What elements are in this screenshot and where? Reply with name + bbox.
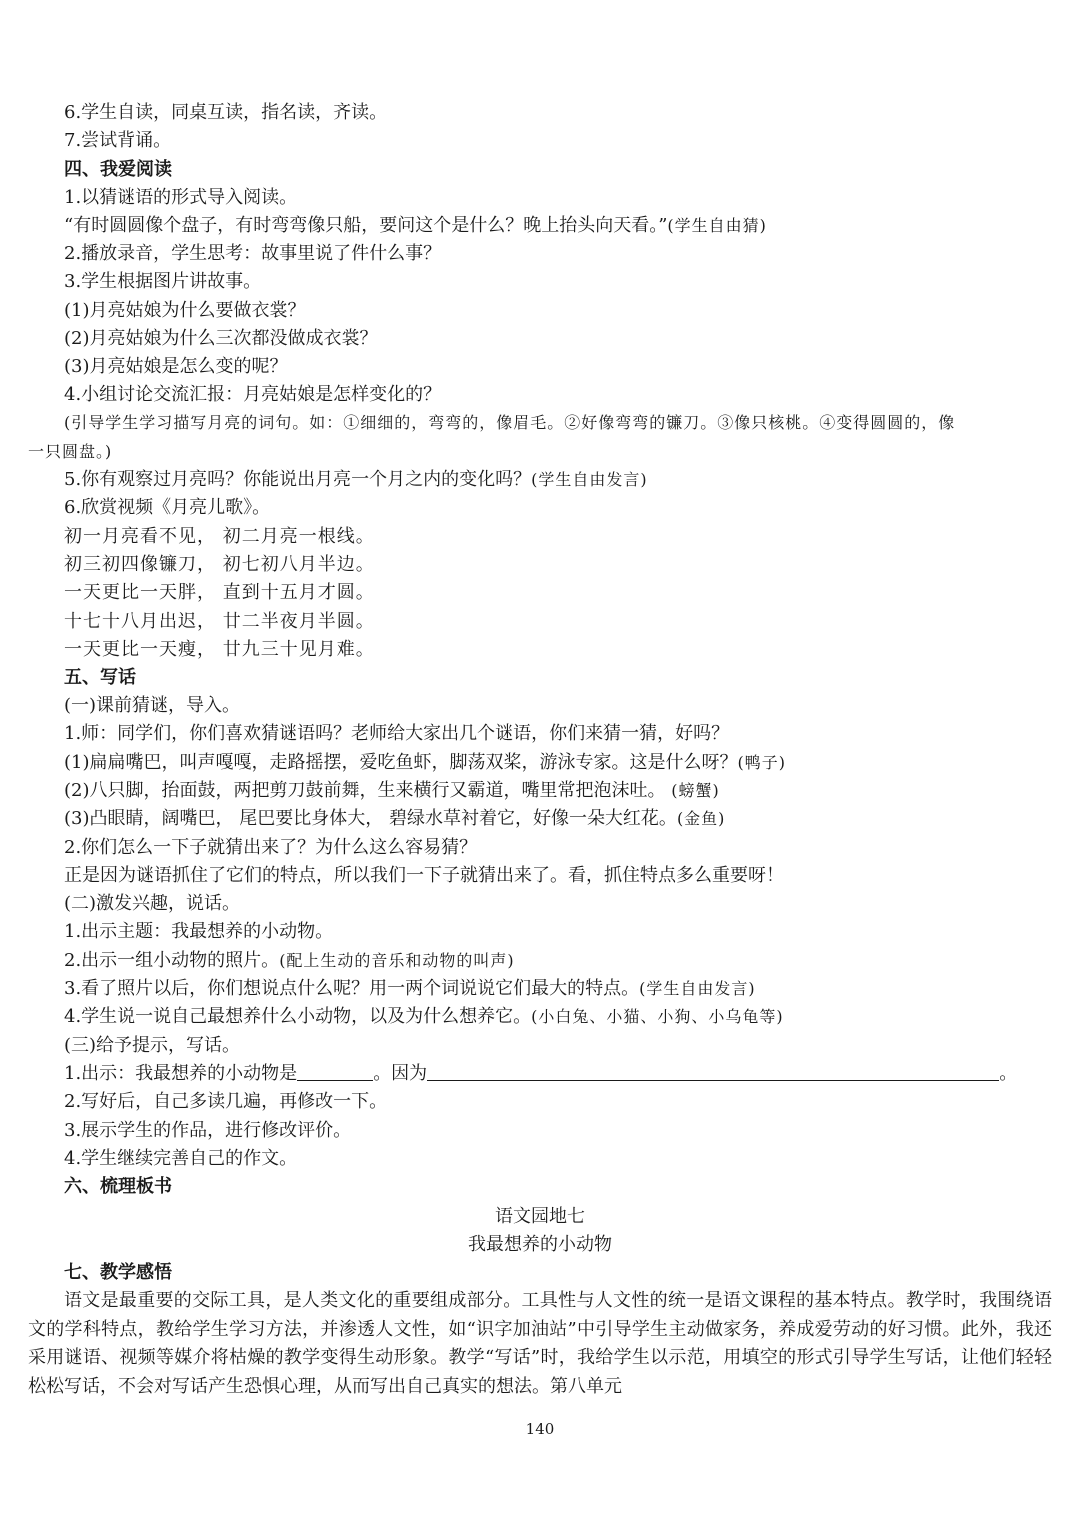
- write-step-2: 2.写好后，自己多读几遍，再修改一下。: [64, 1091, 388, 1112]
- subsection-3: (三)给予提示，写话。: [64, 1035, 241, 1056]
- write-step-4: 4.学生继续完善自己的作文。: [64, 1148, 298, 1169]
- reading-step-4: 4.小组讨论交流汇报：月亮姑娘是怎样变化的？: [64, 384, 442, 405]
- reading-step-5-text: 5.你有观察过月亮吗？你能说出月亮一个月之内的变化吗？: [64, 469, 532, 490]
- step-6-line: 6.学生自读，同桌互读，指名读，齐读。: [64, 102, 388, 123]
- rhyme-line-1: 初一月亮看不见， 初二月亮一根线。: [64, 526, 375, 547]
- reading-step-2: 2.播放录音，学生思考：故事里说了件什么事？: [64, 243, 442, 264]
- fill-in-prefix: 1.出示：我最想养的小动物是: [64, 1063, 298, 1084]
- reading-step-5-note: (学生自由发言): [531, 470, 648, 489]
- reflection-paragraph: 语文是最重要的交际工具，是人类文化的重要组成部分。工具性与人文性的统一是语文课程的基本特点。教学时，我围绕语文的学科特点，教给学生学习方法，并渗透人文性，如“识字加油站”中引导学生主动做家务，养成爱劳动的好习惯。此外，我还采用谜语、视频等媒介将枯燥的教学变得生动形象。教学“写话”时，我给学生以示范，用填空的形式引导学生写话，让他们轻轻松松写话，不会对写话产生恐惧心理，从而写出自己真实的想法。第八单元: [28, 1290, 1052, 1397]
- rhyme-line-2: 初三初四像镰刀， 初七初八月半边。: [64, 554, 375, 575]
- speak-step-3-note: (学生自由发言): [639, 979, 756, 998]
- riddle-moon-line: [64, 212, 1050, 240]
- speak-step-3: [64, 975, 1050, 1003]
- speak-step-2-note: (配上生动的音乐和动物的叫声): [279, 951, 515, 970]
- page-number: 140: [525, 1420, 555, 1438]
- section-heading-reading: 四、我爱阅读: [64, 159, 172, 180]
- question-1: (1)月亮姑娘为什么要做衣裳？: [64, 300, 306, 321]
- question-2: (2)月亮姑娘为什么三次都没做成衣裳？: [64, 328, 378, 349]
- step-7-line: 7.尝试背诵。: [64, 130, 172, 151]
- riddle-crab-answer: (螃蟹): [671, 781, 720, 800]
- riddle-crab-text: (2)八只脚，抬面鼓，两把剪刀鼓前舞，生来横行又霸道，嘴里常把泡沫吐。: [64, 780, 666, 801]
- writing-step-1: 1.师：同学们，你们喜欢猜谜语吗？老师给大家出几个谜语，你们来猜一猜，好吗？: [64, 723, 730, 744]
- reading-step-5: [64, 466, 1050, 494]
- writing-step-2: 2.你们怎么一下子就猜出来了？为什么这么容易猜？: [64, 837, 478, 858]
- riddle-moon-note: (学生自由猜): [667, 216, 767, 235]
- writing-step-2-answer: 正是因为谜语抓住了它们的特点，所以我们一下子就猜出来了。看，抓住特点多么重要呀！: [64, 865, 784, 886]
- board-title: 语文园地七: [495, 1206, 585, 1227]
- section-heading-writing: 五、写话: [64, 667, 136, 688]
- fill-in-middle: 。因为: [373, 1063, 428, 1084]
- reading-step-1: 1.以猜谜语的形式导入阅读。: [64, 187, 298, 208]
- speak-step-4-note: (小白兔、小猫、小狗、小乌龟等): [531, 1007, 784, 1026]
- rhyme-line-5: 一天更比一天瘦， 廿九三十见月难。: [64, 639, 375, 660]
- question-3: (3)月亮姑娘是怎么变的呢？: [64, 356, 288, 377]
- riddle-duck-answer: (鸭子): [737, 753, 786, 772]
- write-step-3: 3.展示学生的作品，进行修改评价。: [64, 1120, 352, 1141]
- board-subtitle: 我最想养的小动物: [468, 1234, 612, 1255]
- guide-note-line-1: (引导学生学习描写月亮的词句。如：①细细的，弯弯的，像眉毛。②好像弯弯的镰刀。③像只核桃。④变得圆圆的，像: [64, 413, 956, 432]
- speak-step-2-text: 2.出示一组小动物的照片。: [64, 950, 280, 971]
- fill-in-line: [64, 1060, 1050, 1088]
- subsection-1: (一)课前猜谜，导入。: [64, 695, 241, 716]
- rhyme-line-4: 十七十八月出迟， 廿二半夜月半圆。: [64, 611, 375, 632]
- section-heading-board: 六、梳理板书: [64, 1176, 172, 1197]
- speak-step-4-text: 4.学生说一说自己最想养什么小动物，以及为什么想养它。: [64, 1006, 532, 1027]
- subsection-2: (二)激发兴趣，说话。: [64, 893, 241, 914]
- riddle-goldfish-answer: (金鱼): [676, 809, 726, 828]
- speak-step-4: [64, 1003, 1050, 1031]
- riddle-goldfish-text: (3)凸眼睛，阔嘴巴， 尾巴要比身体大， 碧绿水草衬着它，好像一朵大红花。: [64, 808, 677, 829]
- fill-in-end: 。: [999, 1063, 1018, 1084]
- rhyme-line-3: 一天更比一天胖， 直到十五月才圆。: [64, 582, 375, 603]
- speak-step-3-text: 3.看了照片以后，你们想说点什么呢？用一两个词说说它们最大的特点。: [64, 978, 640, 999]
- speak-step-2: [64, 947, 1050, 975]
- reading-step-3: 3.学生根据图片讲故事。: [64, 271, 262, 292]
- riddle-crab: [64, 777, 1050, 805]
- riddle-moon-text: “有时圆圆像个盘子，有时弯弯像只船，要问这个是什么？晚上抬头向天看。”: [64, 215, 668, 236]
- reading-step-6: 6.欣赏视频《月亮儿歌》。: [64, 497, 271, 518]
- riddle-duck: [64, 749, 1050, 777]
- riddle-duck-text: (1)扁扁嘴巴，叫声嘎嘎，走路摇摆，爱吃鱼虾，脚荡双桨，游泳专家。这是什么呀？: [64, 752, 738, 773]
- fill-in-blank-animal: [297, 1062, 373, 1081]
- guide-note-line-2: 一只圆盘。): [28, 442, 113, 461]
- speak-step-1: 1.出示主题：我最想养的小动物。: [64, 921, 334, 942]
- riddle-goldfish: [64, 805, 1050, 833]
- section-heading-reflection: 七、教学感悟: [64, 1262, 172, 1283]
- fill-in-blank-reason: [427, 1062, 999, 1081]
